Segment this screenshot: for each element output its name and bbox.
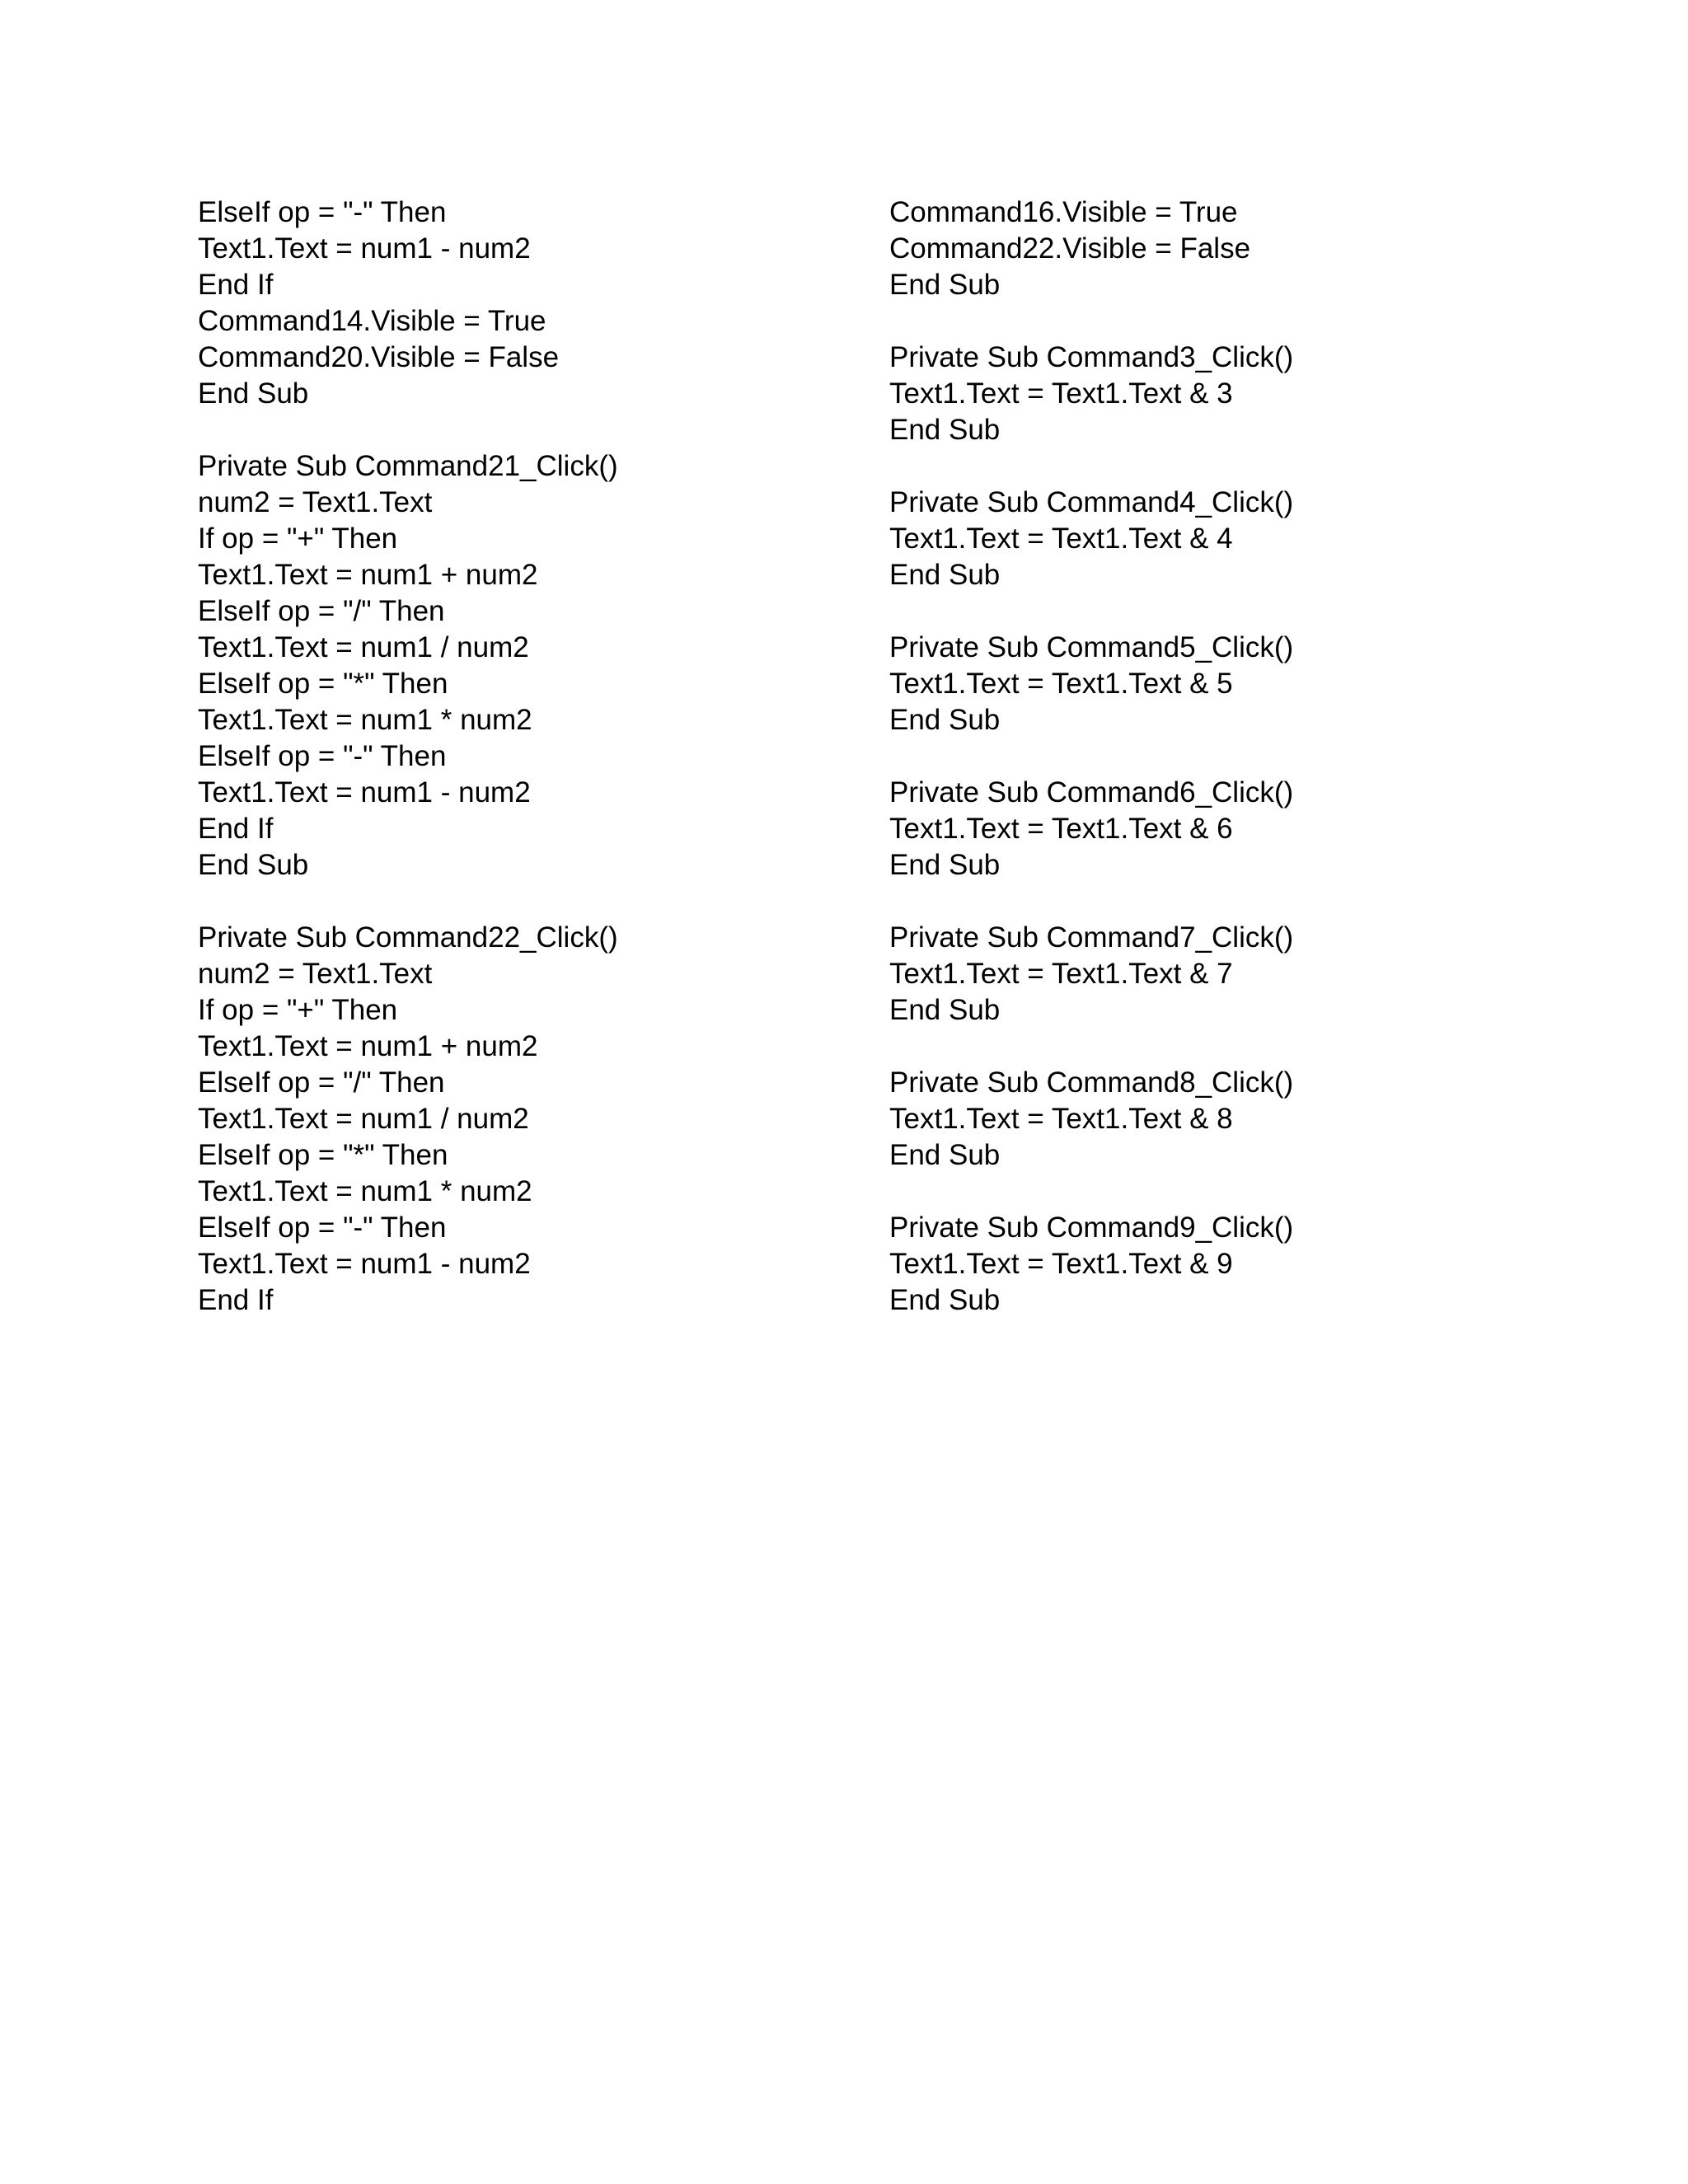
- code-line: Text1.Text = num1 / num2: [198, 631, 529, 663]
- code-line: If op = "+" Then: [198, 523, 398, 555]
- code-line: Command20.Visible = False: [198, 341, 560, 373]
- code-line: ElseIf op = "/" Then: [198, 1066, 445, 1099]
- code-line: [198, 412, 874, 448]
- code-line: Text1.Text = Text1.Text & 8: [889, 1103, 1233, 1135]
- code-line: End If: [198, 1284, 274, 1316]
- code-line: Text1.Text = num1 - num2: [198, 232, 531, 265]
- code-line: [889, 738, 1565, 775]
- code-line: End Sub: [889, 559, 1001, 591]
- code-line: Text1.Text = num1 - num2: [198, 1248, 531, 1280]
- left-code-column: [198, 194, 874, 1319]
- code-line: ElseIf op = "/" Then: [198, 595, 445, 627]
- code-line: Private Sub Command6_Click(): [889, 776, 1294, 808]
- code-line: End Sub: [889, 1284, 1001, 1316]
- code-line: If op = "+" Then: [198, 994, 398, 1026]
- code-line: Text1.Text = Text1.Text & 4: [889, 523, 1233, 555]
- code-line: [889, 1174, 1565, 1210]
- code-line: Private Sub Command21_Click(): [198, 450, 618, 482]
- code-line: Private Sub Command7_Click(): [889, 921, 1294, 954]
- code-line: Command16.Visible = True: [889, 196, 1238, 228]
- code-line: Text1.Text = num1 + num2: [198, 1030, 538, 1062]
- code-line: num2 = Text1.Text: [198, 486, 433, 518]
- code-line: Text1.Text = num1 / num2: [198, 1103, 529, 1135]
- code-line: ElseIf op = "-" Then: [198, 1212, 447, 1244]
- code-line: Text1.Text = num1 * num2: [198, 1175, 532, 1207]
- code-line: End Sub: [198, 377, 309, 410]
- code-line: End Sub: [889, 1139, 1001, 1171]
- code-line: Command22.Visible = False: [889, 232, 1251, 265]
- code-line: [889, 448, 1565, 485]
- code-line: End Sub: [889, 414, 1001, 446]
- code-line: End Sub: [889, 849, 1001, 881]
- code-line: End If: [198, 269, 274, 301]
- code-line: num2 = Text1.Text: [198, 958, 433, 990]
- code-line: ElseIf op = "-" Then: [198, 196, 447, 228]
- code-line: [889, 883, 1565, 920]
- code-line: [889, 593, 1565, 630]
- code-line: Text1.Text = Text1.Text & 9: [889, 1248, 1233, 1280]
- code-line: Command14.Visible = True: [198, 305, 546, 337]
- code-line: End Sub: [889, 269, 1001, 301]
- code-line: Private Sub Command3_Click(): [889, 341, 1294, 373]
- code-line: Private Sub Command4_Click(): [889, 486, 1294, 518]
- code-line: End Sub: [889, 704, 1001, 736]
- code-line: End Sub: [198, 849, 309, 881]
- code-line: End If: [198, 813, 274, 845]
- right-code-column: [889, 194, 1565, 1319]
- code-line: [198, 883, 874, 920]
- code-line: Text1.Text = num1 + num2: [198, 559, 538, 591]
- code-line: Text1.Text = num1 * num2: [198, 704, 532, 736]
- code-line: Text1.Text = Text1.Text & 5: [889, 668, 1233, 700]
- code-line: Text1.Text = Text1.Text & 7: [889, 958, 1233, 990]
- code-line: Private Sub Command8_Click(): [889, 1066, 1294, 1099]
- code-line: ElseIf op = "*" Then: [198, 1139, 448, 1171]
- code-line: [889, 303, 1565, 340]
- code-line: Private Sub Command5_Click(): [889, 631, 1294, 663]
- code-line: End Sub: [889, 994, 1001, 1026]
- code-line: Private Sub Command22_Click(): [198, 921, 618, 954]
- code-line: Text1.Text = Text1.Text & 3: [889, 377, 1233, 410]
- code-line: [889, 1029, 1565, 1065]
- code-line: Text1.Text = num1 - num2: [198, 776, 531, 808]
- code-line: Text1.Text = Text1.Text & 6: [889, 813, 1233, 845]
- code-line: Private Sub Command9_Click(): [889, 1212, 1294, 1244]
- code-line: ElseIf op = "-" Then: [198, 740, 447, 772]
- code-line: ElseIf op = "*" Then: [198, 668, 448, 700]
